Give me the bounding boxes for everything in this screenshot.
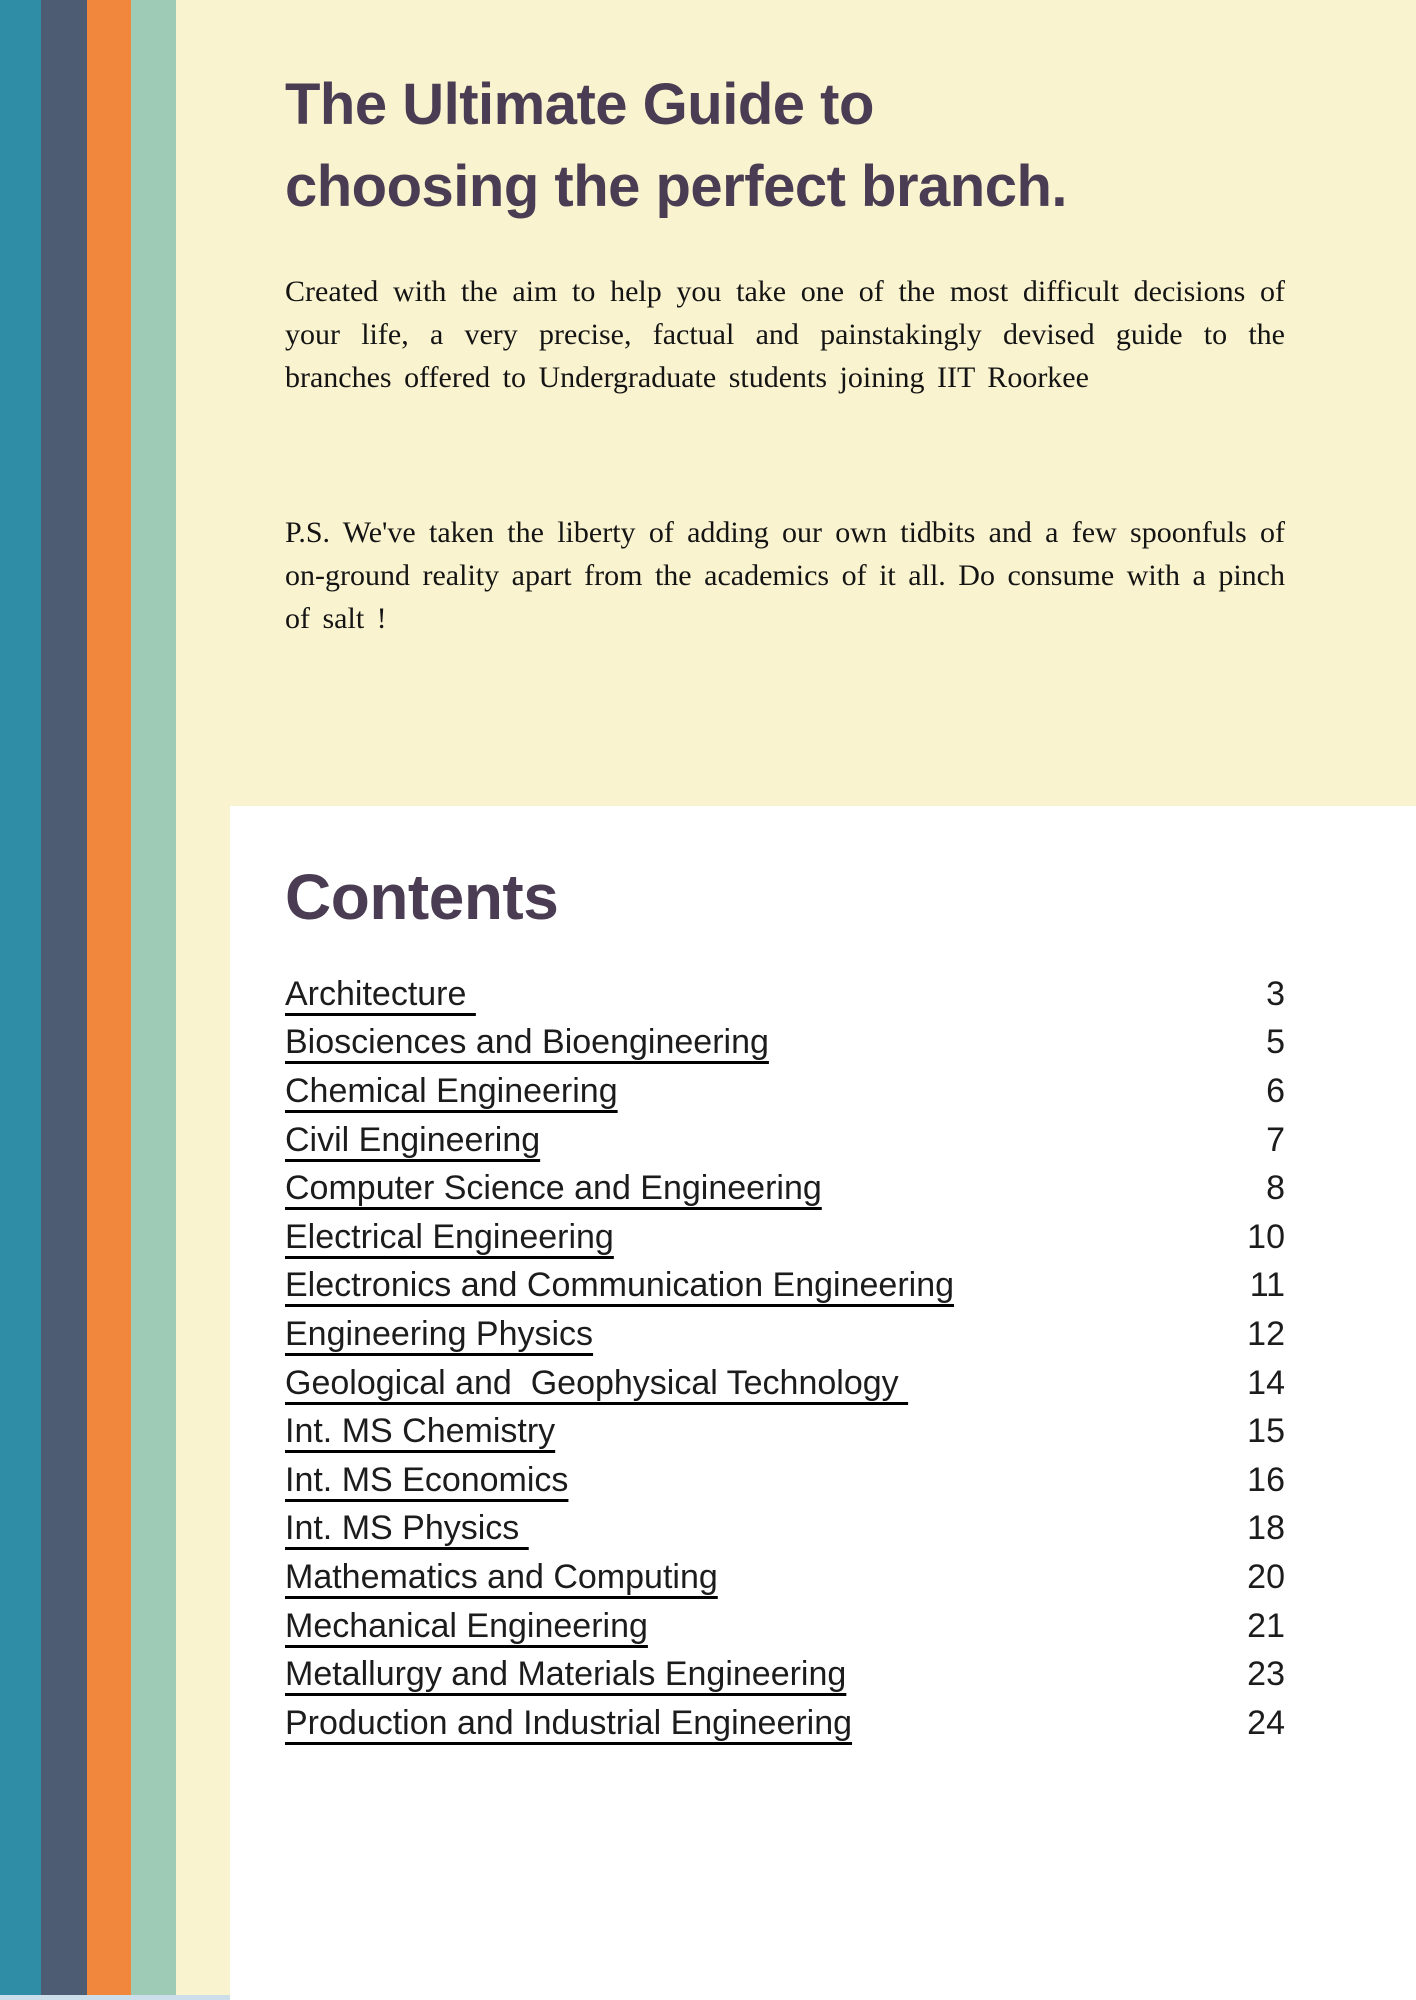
toc-link[interactable]: Electronics and Communication Engineering — [285, 1266, 955, 1305]
toc-row — [285, 1310, 1285, 1359]
toc-link[interactable]: Engineering Physics — [285, 1314, 594, 1353]
toc-page-number: 10 — [1247, 1217, 1285, 1256]
toc-page-number: 24 — [1247, 1703, 1285, 1742]
toc-page-number: 7 — [1266, 1120, 1285, 1159]
toc-link[interactable]: Chemical Engineering — [285, 1071, 618, 1110]
toc-link[interactable]: Electrical Engineering — [285, 1217, 614, 1256]
contents-heading: Contents — [285, 861, 559, 933]
toc-page-number: 14 — [1247, 1363, 1285, 1402]
page-title — [285, 64, 1285, 228]
intro-block — [285, 270, 1285, 640]
toc-row — [285, 1359, 1285, 1408]
page-title-line1: The Ultimate Guide to — [285, 72, 874, 137]
toc-link[interactable]: Mechanical Engineering — [285, 1606, 648, 1645]
stripe-teal — [0, 0, 41, 2000]
footer-line — [0, 1995, 230, 2000]
toc-page-number: 11 — [1249, 1266, 1285, 1305]
stripe-sage — [131, 0, 176, 2000]
intro-paragraph: Created with the aim to help you take one of the most difficult decisions of your life, a very precise, factual and painstakingly devised guide to the branches offered to Undergraduate students joining IIT Roorkee — [285, 275, 1285, 394]
toc-row — [285, 1602, 1285, 1651]
toc-row — [285, 1505, 1285, 1554]
contents-section — [230, 806, 1416, 2000]
toc-link[interactable]: Int. MS Economics — [285, 1460, 569, 1499]
toc-page-number: 5 — [1266, 1023, 1285, 1062]
toc-row — [285, 1650, 1285, 1699]
toc-page-number: 16 — [1247, 1460, 1285, 1499]
toc-link[interactable]: Int. MS Chemistry — [285, 1412, 556, 1451]
toc-row — [285, 970, 1285, 1019]
toc-row — [285, 1456, 1285, 1505]
toc-link[interactable]: Biosciences and Bioengineering — [285, 1023, 769, 1062]
toc-link[interactable]: Production and Industrial Engineering — [285, 1703, 853, 1742]
toc-row — [285, 1116, 1285, 1165]
toc-row — [285, 1699, 1285, 1748]
toc-link[interactable]: Computer Science and Engineering — [285, 1169, 822, 1208]
table-of-contents — [285, 970, 1285, 1748]
page-title-line2: choosing the perfect branch. — [285, 154, 1067, 219]
toc-page-number: 18 — [1247, 1509, 1285, 1548]
toc-row — [285, 1019, 1285, 1068]
toc-page-number: 15 — [1247, 1412, 1285, 1451]
toc-page-number: 12 — [1247, 1314, 1285, 1353]
toc-row — [285, 1213, 1285, 1262]
toc-row — [285, 1407, 1285, 1456]
toc-page-number: 8 — [1266, 1169, 1285, 1208]
toc-link[interactable]: Architecture — [285, 974, 476, 1013]
toc-link[interactable]: Civil Engineering — [285, 1120, 541, 1159]
toc-row — [285, 1262, 1285, 1311]
header-section — [285, 64, 1285, 640]
toc-page-number: 21 — [1247, 1606, 1285, 1645]
toc-page-number: 20 — [1247, 1557, 1285, 1596]
toc-row — [285, 1067, 1285, 1116]
toc-row — [285, 1553, 1285, 1602]
ps-paragraph: P.S. We've taken the liberty of adding our own tidbits and a few spoonfuls of on-ground reality apart from the academics of it all. Do consume with a pinch of salt ! — [285, 516, 1285, 635]
toc-link[interactable]: Geological and Geophysical Technology — [285, 1363, 909, 1402]
stripe-slate — [41, 0, 87, 2000]
toc-page-number: 23 — [1247, 1655, 1285, 1694]
stripe-orange — [87, 0, 131, 2000]
toc-page-number: 3 — [1266, 974, 1285, 1013]
toc-link[interactable]: Mathematics and Computing — [285, 1557, 718, 1596]
toc-page-number: 6 — [1266, 1071, 1285, 1110]
toc-row — [285, 1164, 1285, 1213]
toc-link[interactable]: Int. MS Physics — [285, 1509, 529, 1548]
toc-link[interactable]: Metallurgy and Materials Engineering — [285, 1655, 847, 1694]
